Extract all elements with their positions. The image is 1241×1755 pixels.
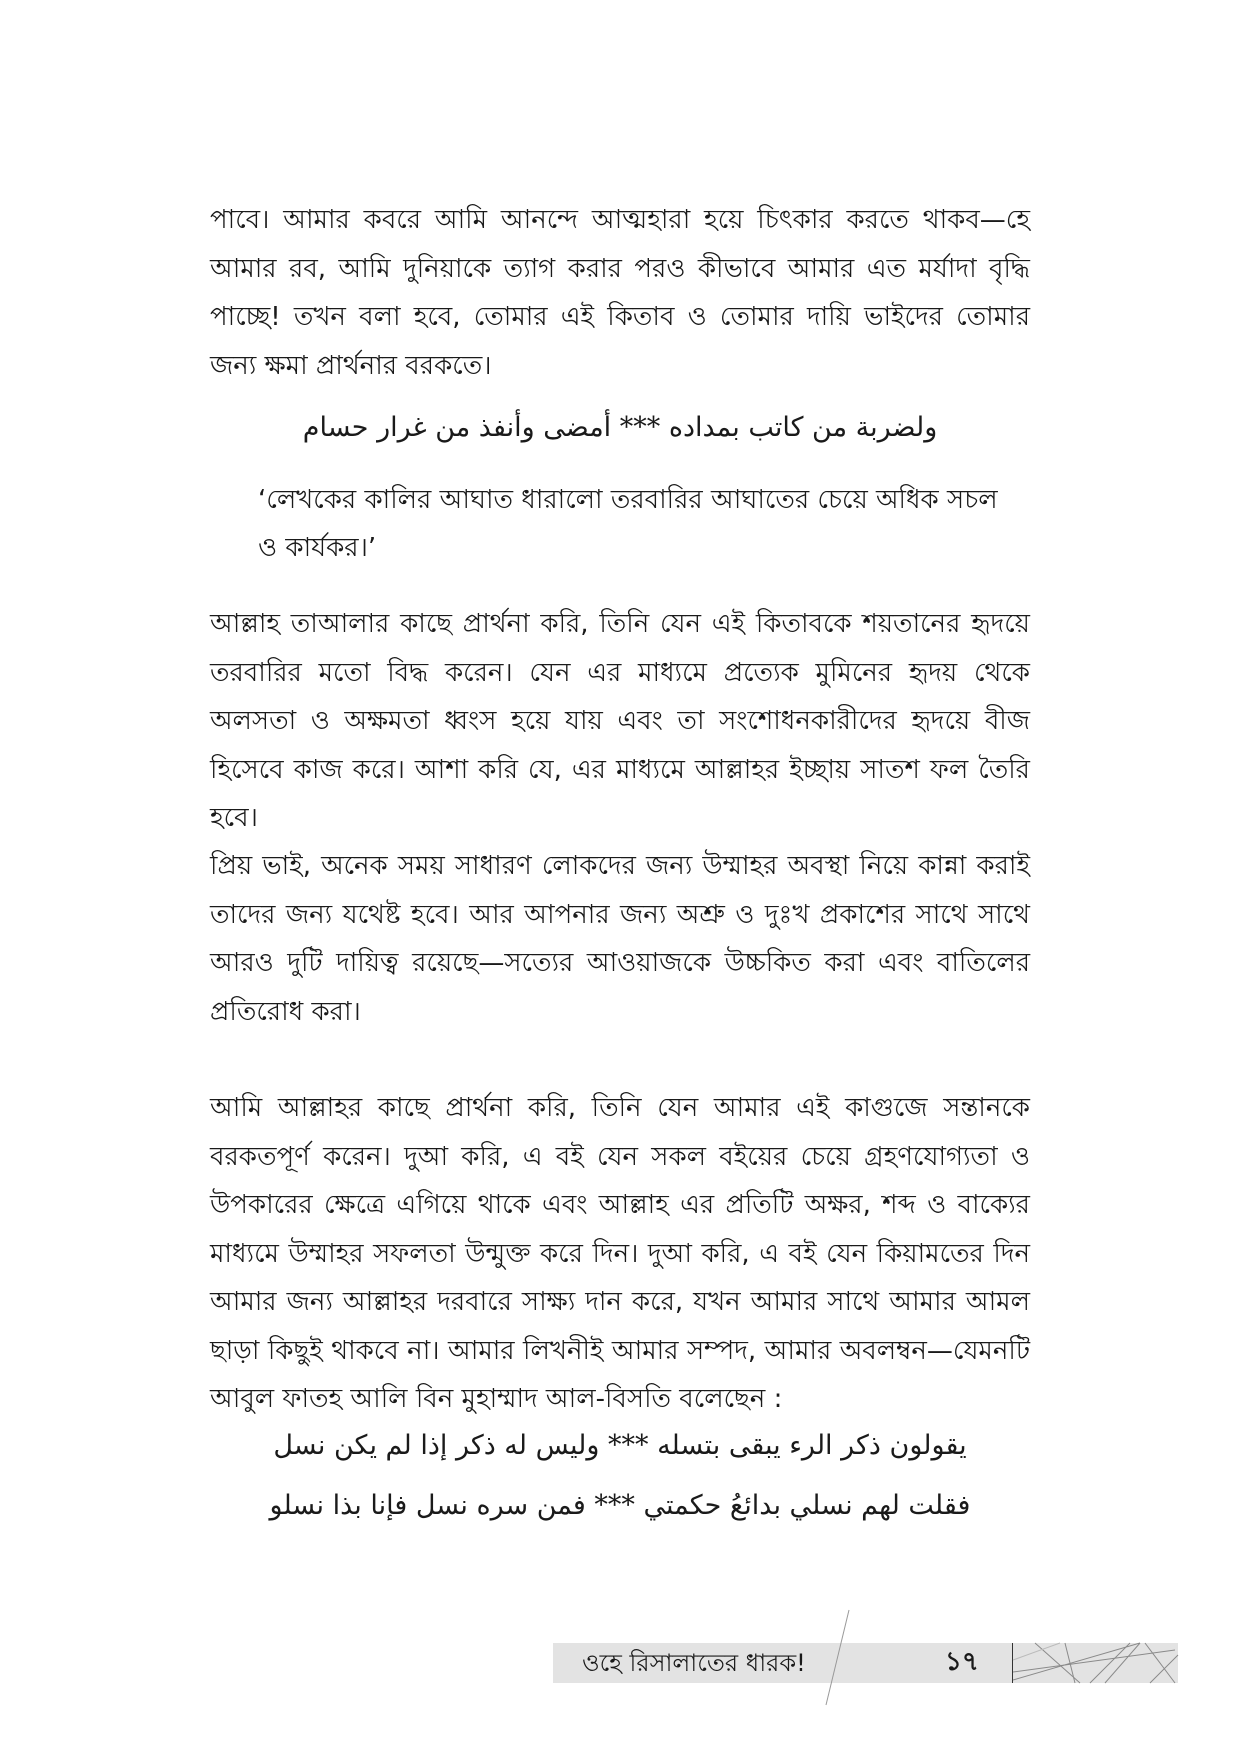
arabic-verse: يقولون ذكر الرء يبقى بتسله *** وليس له ذكر إذا لم يكن نسل [273,1430,967,1461]
paragraph: আমি আল্লাহর কাছে প্রার্থনা করি, তিনি যেন আমার এই কাগুজে সন্তানকে বরকতপূর্ণ করেন। দুআ করি, এ বই যেন সকল বইয়ের চেয়ে গ্রহণযোগ্যতা ও উপকারের ক্ষেত্রে এগিয়ে থাকে এবং আল্লাহ এর প্রতিটি অক্ষর, শব্দ ও বাক্যের মাধ্যমে উম্মাহর সফলতা উন্মুক্ত করে দিন। দুআ করি, এ বই যেন কিয়ামতের দিন আমার জন্য আল্লাহর দরবারে সাক্ষ্য দান করে, যখন আমার সাথে আমার আমল ছাড়া কিছুই থাকবে না। আমার লিখনীই আমার সম্পদ, আমার অবলম্বন—যেমনটি আবুল ফাতহ আলি বিন মুহাম্মাদ আল-বিসতি বলেছেন : [210,1093,1030,1414]
paragraph: প্রিয় ভাই, অনেক সময় সাধারণ লোকদের জন্য উম্মাহর অবস্থা নিয়ে কান্না করাই তাদের জন্য যথেষ্ট হবে। আর আপনার জন্য অশ্রু ও দুঃখ প্রকাশের সাথে সাথে আরও দুটি দায়িত্ব রয়েছে—সত্যের আওয়াজকে উচ্চকিত করা এবং বাতিলের প্রতিরোধ করা। [210,851,1030,1027]
page-number: ১৭ [945,1647,979,1677]
arabic-verse: فقلت لهم نسلي بدائعُ حكمتي *** فمن سره نسل فإنا بذا نسلو [269,1490,971,1521]
footer-divider [1012,1643,1013,1683]
paragraph: আল্লাহ তাআলার কাছে প্রার্থনা করি, তিনি যেন এই কিতাবকে শয়তানের হৃদয়ে তরবারির মতো বিদ্ধ করেন। যেন এর মাধ্যমে প্রত্যেক মুমিনের হৃদয় থেকে অলসতা ও অক্ষমতা ধ্বংস হয়ে যায় এবং তা সংশোধনকারীদের হৃদয়ে বীজ হিসেবে কাজ করে। আশা করি যে, এর মাধ্যমে আল্লাহর ইচ্ছায় সাতশ ফল তৈরি হবে। [210,609,1030,833]
translation-quote: ‘লেখকের কালির আঘাত ধারালো তরবারির আঘাতের চেয়ে অধিক সচল ও কার্যকর।’ [258,485,998,563]
arabic-verse: ولضربة من كاتب بمداده *** أمضى وأنفذ من غرار حسام [302,412,938,443]
paragraph: পাবে। আমার কবরে আমি আনন্দে আত্মহারা হয়ে চিৎকার করতে থাকব—হে আমার রব, আমি দুনিয়াকে ত্যাগ করার পরও কীভাবে আমার এত মর্যাদা বৃদ্ধি পাচ্ছে! তখন বলা হবে, তোমার এই কিতাব ও তোমার দায়ি ভাইদের তোমার জন্য ক্ষমা প্রার্থনার বরকতে। [210,205,1030,381]
running-title: ওহে রিসালাতের ধারক! [582,1649,806,1677]
